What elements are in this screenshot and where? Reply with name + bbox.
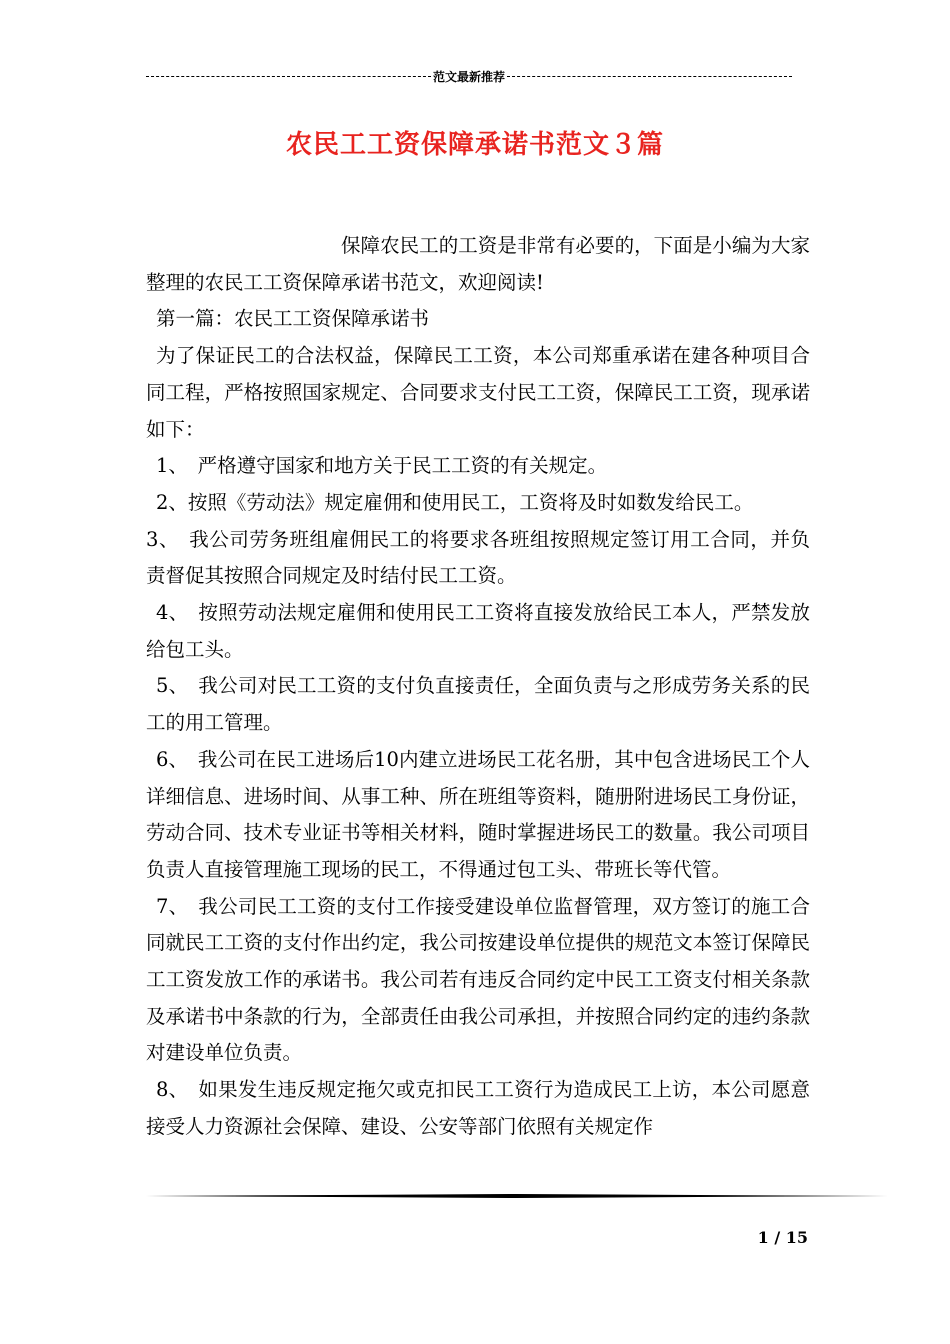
clause-1: 1、 严格遵守国家和地方关于民工工资的有关规定。: [156, 454, 608, 478]
document-body: [146, 228, 810, 1146]
section-heading: 第一篇：农民工工资保障承诺书: [156, 307, 430, 331]
clause-5: 5、 我公司对民工工资的支付负直接责任，全面负责与之形成劳务关系的民工的用工管理。: [146, 674, 810, 735]
intro-paragraph: 保障农民工的工资是非常有必要的，下面是小编为大家整理的农民工工资保障承诺书范文，欢迎阅读!: [146, 234, 810, 294]
clause-3: 3、 我公司劳务班组雇佣民工的将要求各班组按照规定签订用工合同，并负责督促其按照合同规定及时结付民工工资。: [146, 527, 810, 588]
page-number: 1 / 15: [757, 1228, 808, 1247]
header-dash-left: [146, 76, 431, 77]
header-dash-right: [507, 76, 792, 77]
header-label: 范文最新推荐: [433, 69, 506, 84]
clause-6: 6、 我公司在民工进场后10内建立进场民工花名册，其中包含进场民工个人详细信息、进场时间、从事工种、所在班组等资料，随册附进场民工身份证，劳动合同、技术专业证书等相关材料，随时掌握进场民工的数量。我公司项目负责人直接管理施工现场的民工，不得通过包工头、带班长等代管。: [146, 747, 810, 881]
clause-8: 8、 如果发生违反规定拖欠或克扣民工工资行为造成民工上访，本公司愿意接受人力资源社会保障、建设、公安等部门依照有关规定作: [146, 1078, 810, 1138]
footer-divider: [146, 1194, 888, 1198]
clause-7: 7、 我公司民工工资的支付工作接受建设单位监督管理，双方签订的施工合同就民工工资的支付作出约定，我公司按建设单位提供的规范文本签订保障民工工资发放工作的承诺书。我公司若有违反合同约定中民工工资支付相关条款及承诺书中条款的行为，全部责任由我公司承担，并按照合同约定的违约条款对建设单位负责。: [146, 894, 810, 1065]
clause-2: 2、按照《劳动法》规定雇佣和使用民工，工资将及时如数发给民工。: [156, 490, 754, 514]
clause-4: 4、 按照劳动法规定雇佣和使用民工工资将直接发放给民工本人，严禁发放给包工头。: [146, 601, 810, 661]
page-header: [146, 66, 792, 86]
document-title: 农民工工资保障承诺书范文３篇: [285, 130, 664, 160]
preamble-paragraph: 为了保证民工的合法权益，保障民工工资，本公司郑重承诺在建各种项目合同工程，严格按照国家规定、合同要求支付民工工资，保障民工工资，现承诺如下：: [146, 344, 810, 441]
